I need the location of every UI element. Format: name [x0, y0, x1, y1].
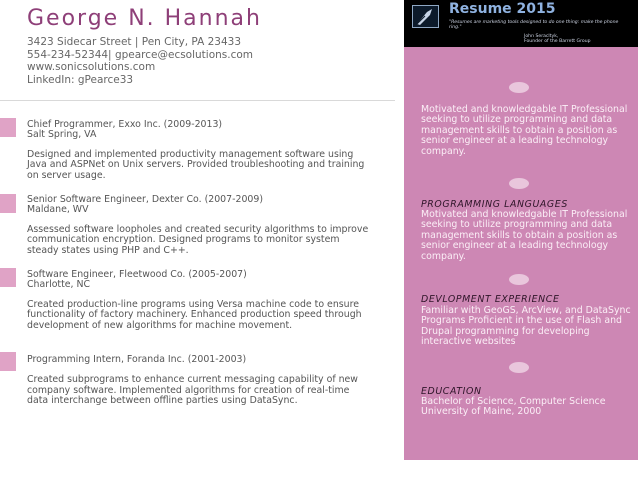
job-description: Created production-line programs using Versa machine code to ensure functionality of factory machinery. Enhanced production speed through development of new algorithms for machine movement.	[27, 298, 362, 331]
experience-marker	[0, 352, 16, 371]
sidebar-education-body: Bachelor of Science, Computer Science University of Maine, 2000	[421, 396, 606, 418]
section-dot	[509, 82, 529, 93]
job-location: Salt Spring, VA	[27, 129, 97, 141]
contact-block	[27, 36, 253, 86]
sidebar-languages-body: Motivated and knowledgable IT Professional seeking to utilize programming and data management skills to obtain a position as senior engineer at a leading technology company.	[421, 209, 628, 262]
experience-marker	[0, 118, 16, 137]
sidebar-footer-gap	[404, 460, 638, 479]
contact-website: www.sonicsolutions.com	[27, 61, 156, 73]
sidebar-heading-development: DEVLOPMENT EXPERIENCE	[421, 294, 560, 305]
contact-phone-email: 554-234-52344| gpearce@ecsolutions.com	[27, 48, 254, 61]
resume-name: George N. Hannah	[27, 6, 262, 31]
job-title: Senior Software Engineer, Dexter Co. (2007-2009)	[27, 194, 263, 205]
job-location: Maldane, WV	[27, 204, 89, 216]
job-description: Designed and implemented productivity management software using Java and ASPNet on Unix servers. Provided troubleshooting and training on server usage.	[27, 148, 365, 181]
experience-entry	[27, 120, 372, 181]
banner-title: Resume 2015	[449, 1, 556, 17]
experience-marker	[0, 194, 16, 213]
section-dot	[509, 178, 529, 189]
job-title: Chief Programmer, Exxo Inc. (2009-2013)	[27, 119, 223, 130]
job-location: Charlotte, NC	[27, 279, 91, 291]
job-description: Created subprograms to enhance current messaging capability of new company software. Implemented algorithms for creation of real-time data interchange between offline parties using DataSync.	[27, 374, 358, 407]
experience-entry	[27, 270, 372, 331]
sidebar-objective: Motivated and knowledgable IT Professional seeking to utilize programming and data management skills to obtain a position as senior engineer at a leading technology company.	[421, 104, 628, 157]
sidebar-development-body: Familiar with GeoGS, ArcView, and DataSync Programs Proficient in the use of Flash and Drupal programming for developing interactive websites	[421, 305, 631, 348]
resume-banner	[404, 0, 638, 47]
contact-linkedin: LinkedIn: gPearce33	[27, 73, 134, 86]
job-title: Software Engineer, Fleetwood Co. (2005-2007)	[27, 269, 247, 280]
experience-entry	[27, 355, 372, 407]
banner-author	[524, 34, 634, 45]
banner-author-title: Founder of the Barrett Group	[524, 39, 591, 45]
sidebar-heading-languages: PROGRAMMING LANGUAGES	[421, 199, 568, 210]
banner-quote: "Resumes are marketing tools designed to do one thing: make the phone ring."	[449, 20, 619, 31]
pen-nib-icon	[412, 5, 439, 28]
job-title: Programming Intern, Foranda Inc. (2001-2003)	[27, 354, 247, 365]
banner-author-name: John Seracltyk,	[524, 34, 559, 39]
section-dot	[509, 274, 529, 285]
experience-marker	[0, 268, 16, 287]
sidebar-heading-education: EDUCATION	[421, 386, 482, 397]
contact-address: 3423 Sidecar Street | Pen City, PA 23433	[27, 36, 241, 48]
section-dot	[509, 362, 529, 373]
experience-entry	[27, 195, 372, 256]
job-description: Assessed software loopholes and created security algorithms to improve communication encryption. Designed programs to monitor system steady states using PHP and C++.	[27, 223, 369, 256]
header-divider	[0, 100, 395, 101]
